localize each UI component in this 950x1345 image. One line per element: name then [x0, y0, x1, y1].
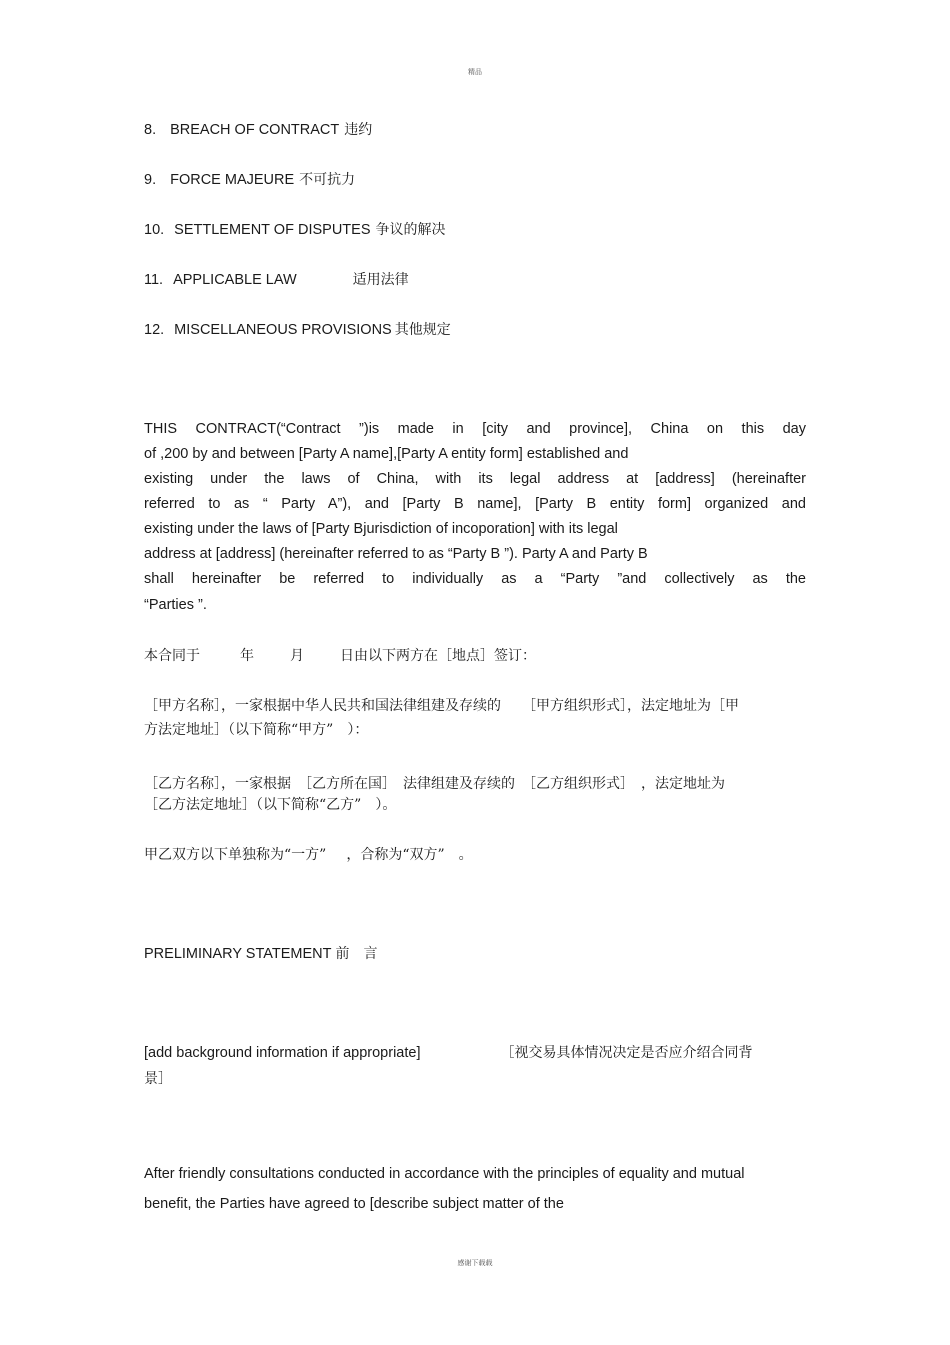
intro-en-line: address at [address] (hereinafter referred to as “Party B ”). Party A and Party B	[144, 546, 648, 562]
closing-line: After friendly consultations conducted in accordance with the principles of equality and mutual	[144, 1166, 745, 1182]
toc-title-en: MISCELLANEOUS PROVISIONS	[174, 322, 392, 338]
preliminary-en: PRELIMINARY STATEMENT	[144, 946, 332, 962]
signing-year: 年	[240, 648, 254, 664]
intro-zh-party-a: 方法定地址］（以下简称“甲方” ）：	[144, 722, 369, 738]
toc-item-10	[144, 219, 446, 239]
intro-en-line: of ,200 by and between [Party A name],[Party A entity form] established and	[144, 446, 629, 462]
toc-number: 8.	[144, 122, 157, 138]
background-en: [add background information if appropriate]	[144, 1045, 421, 1061]
toc-title-zh: 争议的解决	[375, 222, 446, 238]
toc-number: 12.	[144, 322, 165, 338]
intro-zh-party-a: ［甲方名称］，一家根据中华人民共和国法律组建及存续的 ［甲方组织形式］，法定地址为［甲	[144, 698, 739, 714]
background-zh-cont: 景］	[144, 1071, 172, 1087]
toc-item-12	[144, 319, 451, 339]
toc-item-11	[144, 269, 409, 289]
toc-number: 10.	[144, 222, 165, 238]
toc-item-8	[144, 119, 372, 139]
intro-en-line: referred to as “ Party A”), and [Party B name], [Party B entity form] organized and	[144, 496, 806, 512]
toc-title-en: SETTLEMENT OF DISPUTES	[174, 222, 371, 238]
page-header: 精品	[468, 68, 482, 76]
closing-line: benefit, the Parties have agreed to [describe subject matter of the	[144, 1196, 564, 1212]
collective-parties: ，合称为“双方” 。	[346, 847, 473, 863]
signing-text: 本合同于	[144, 648, 200, 664]
intro-en-line: “Parties ”.	[144, 597, 207, 613]
intro-en-line: shall hereinafter be referred to individually as a “Party ”and collectively as the	[144, 571, 806, 587]
intro-zh-signing	[144, 645, 536, 665]
toc-title-en: BREACH OF CONTRACT	[170, 122, 340, 138]
background-zh: ［视交易具体情况决定是否应介绍合同背	[500, 1045, 753, 1061]
intro-zh-party-b: ［乙方法定地址］（以下简称“乙方” ）。	[144, 797, 397, 813]
toc-title-zh: 其他规定	[394, 322, 451, 338]
toc-title-zh: 不可抗力	[299, 172, 356, 188]
preliminary-heading	[144, 943, 377, 963]
toc-title-en: FORCE MAJEURE	[170, 172, 295, 188]
signing-month: 月	[290, 648, 304, 664]
intro-en-line: THIS CONTRACT(“Contract ”)is made in [city and province], China on this day	[144, 421, 806, 437]
collective-individual: 甲乙双方以下单独称为“一方”	[144, 847, 327, 863]
preliminary-zh: 前 言	[335, 946, 378, 962]
signing-place: 日由以下两方在［地点］签订：	[340, 648, 536, 664]
toc-number: 11.	[144, 272, 164, 288]
page-footer: 感谢下载载	[457, 1259, 493, 1267]
intro-zh-party-b: ［乙方名称］，一家根据 ［乙方所在国］ 法律组建及存续的 ［乙方组织形式］ ，法定地址为	[144, 776, 725, 792]
intro-en-line: existing under the laws of [Party Bjurisdiction of incoporation] with its legal	[144, 521, 618, 537]
intro-zh-collective	[144, 844, 473, 864]
toc-title-zh: 违约	[344, 122, 373, 138]
background-line	[144, 1042, 752, 1062]
toc-title-en: APPLICABLE LAW	[173, 272, 297, 288]
toc-item-9	[144, 169, 355, 189]
toc-title-zh: 适用法律	[352, 272, 409, 288]
intro-en-line: existing under the laws of China, with its legal address at [address] (hereinafter	[144, 471, 806, 487]
toc-number: 9.	[144, 172, 157, 188]
